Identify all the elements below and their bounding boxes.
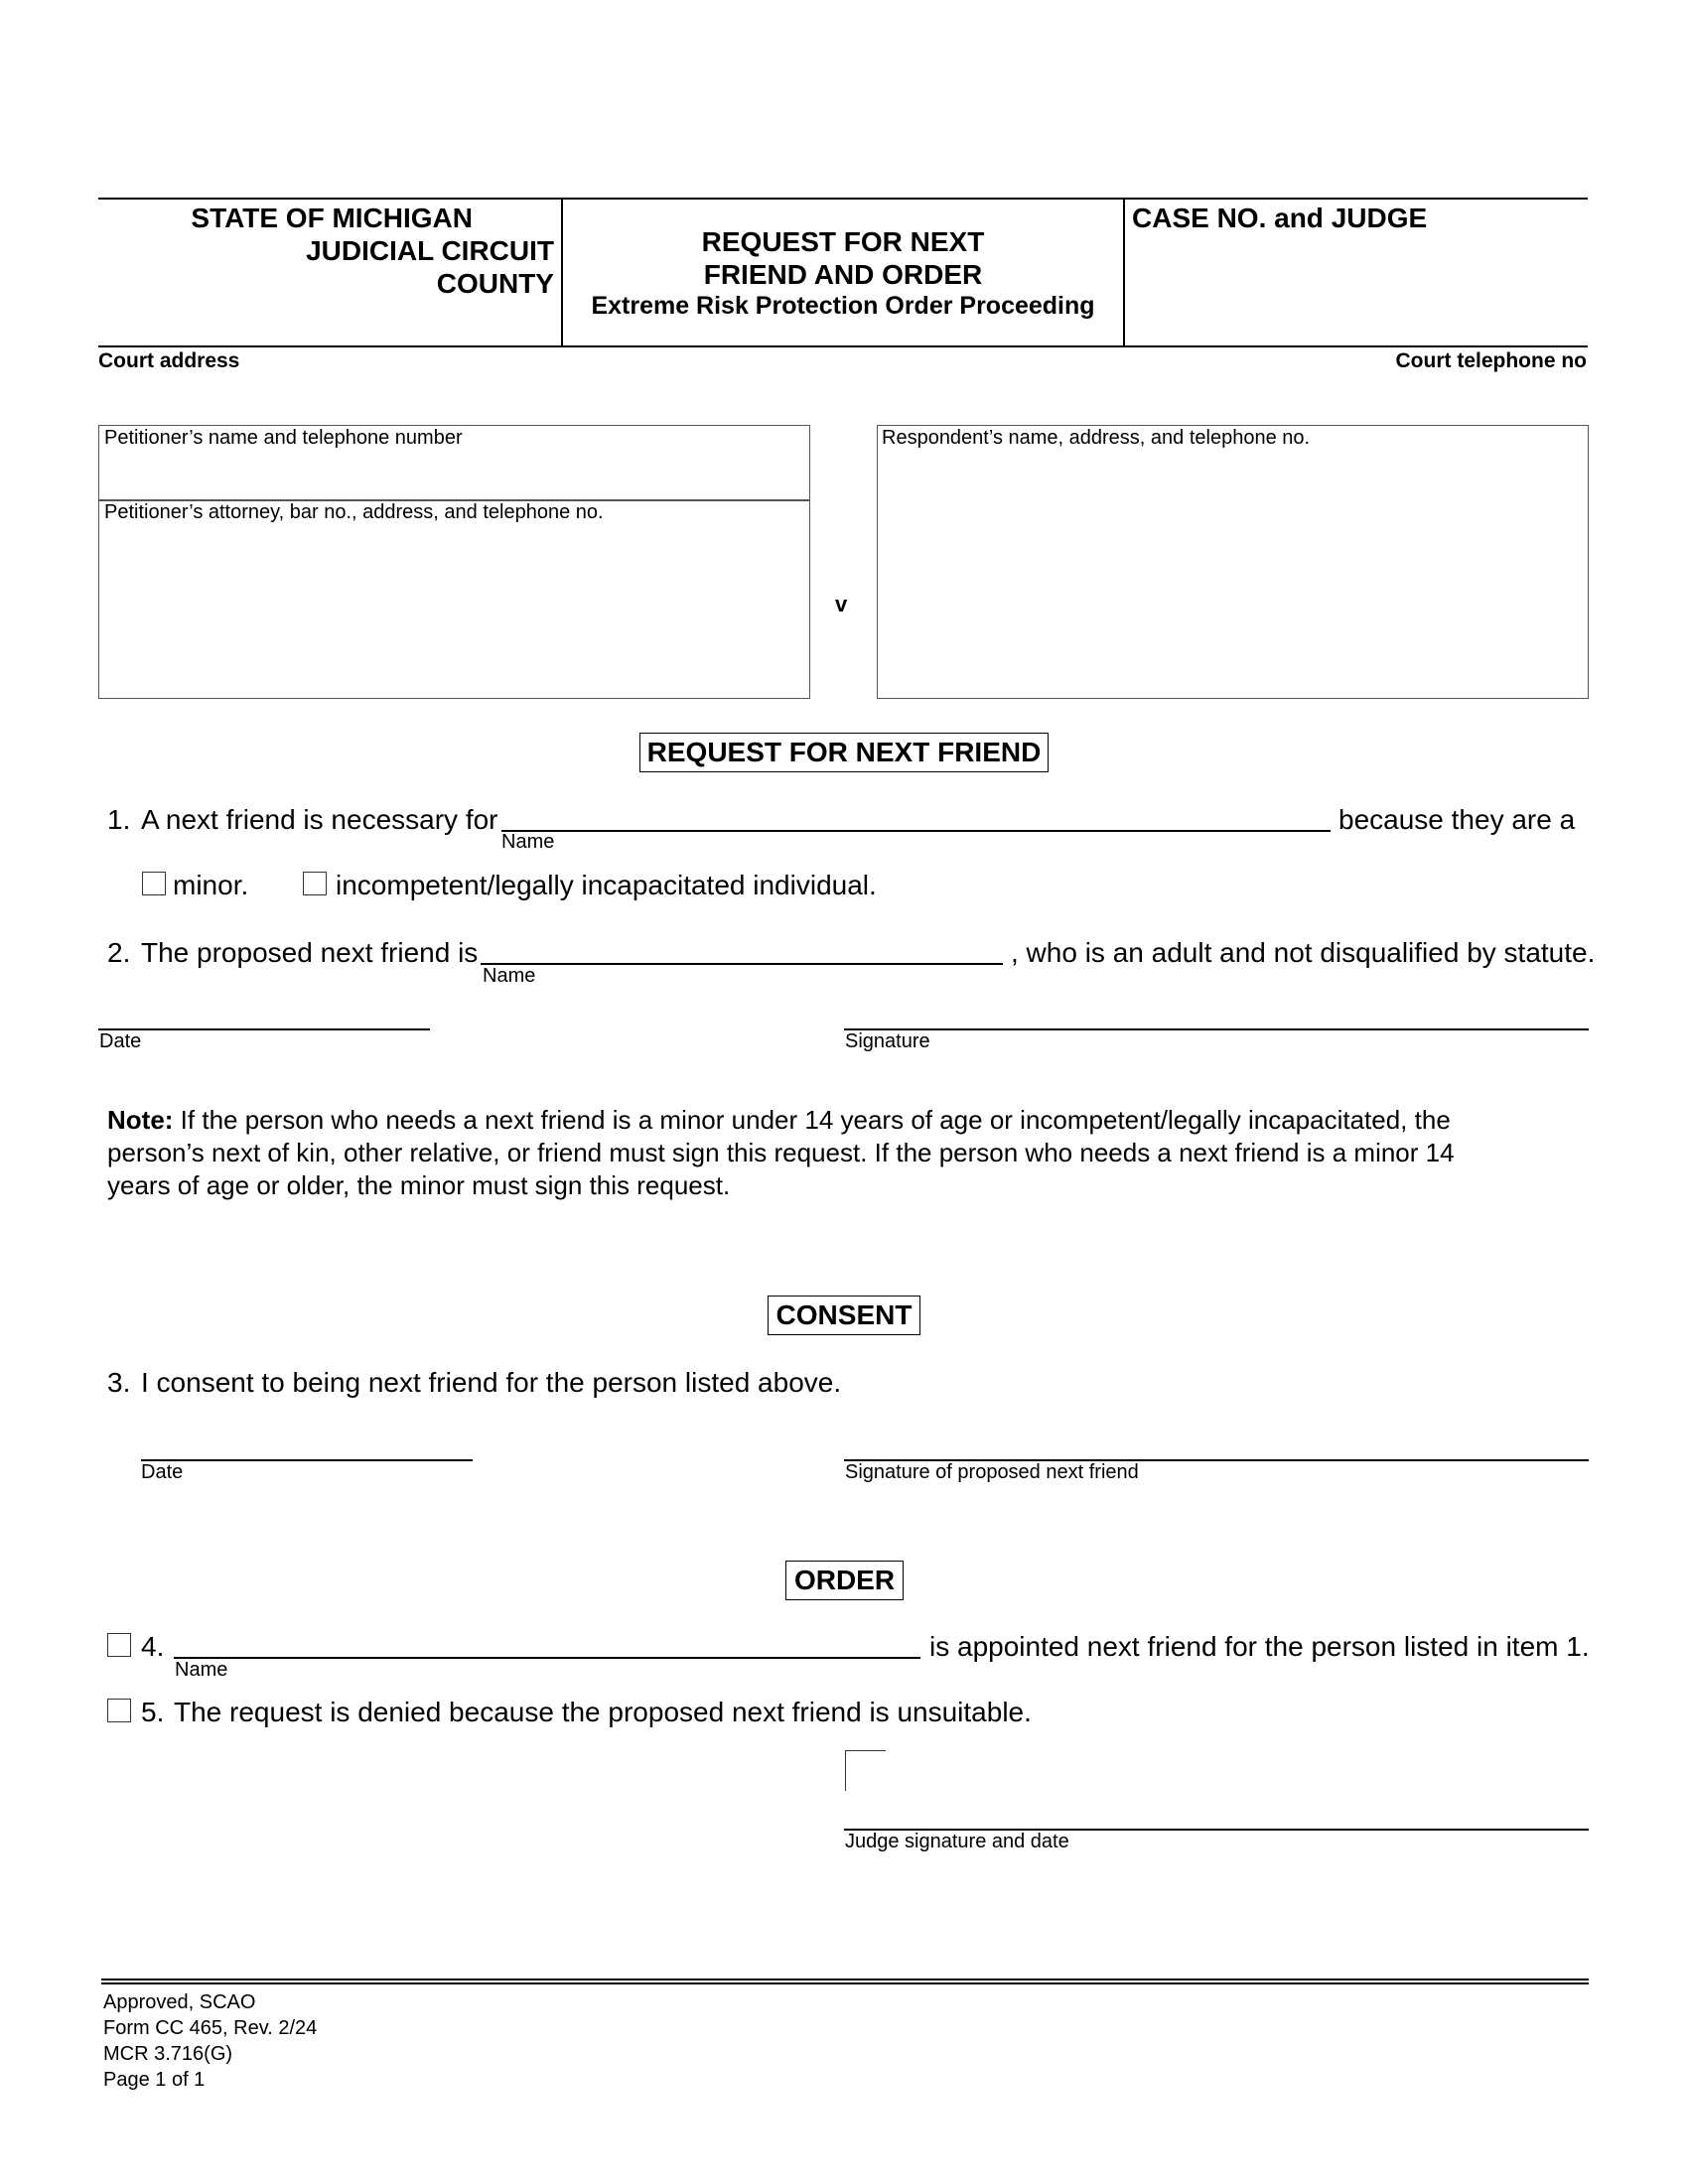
form-subtitle: Extreme Risk Protection Order Proceeding <box>591 292 1095 320</box>
court-address-label: Court address <box>98 349 240 372</box>
item2-name-caption: Name <box>483 965 536 987</box>
item2-suffix: , who is an adult and not disqualified by statute. <box>1011 937 1596 968</box>
footer-rule-top <box>101 1979 1589 1980</box>
case-no-judge-label: CASE NO. and JUDGE <box>1132 203 1428 233</box>
judicial-circuit-label: JUDICIAL CIRCUIT <box>306 235 554 266</box>
order-section-title: ORDER <box>785 1561 904 1600</box>
incompetent-checkbox[interactable] <box>303 872 327 895</box>
item5-number: 5. <box>141 1697 165 1727</box>
petitioner-name-field[interactable] <box>101 452 806 497</box>
note-line1: If the person who needs a next friend is a minor under 14 years of age or incompetent/legally incapacitated, the <box>180 1105 1451 1135</box>
item2-name-line[interactable] <box>481 963 1003 965</box>
item1-name-caption: Name <box>501 831 555 853</box>
item2-number: 2. <box>107 937 131 968</box>
footer-form-number: Form CC 465, Rev. 2/24 <box>103 2017 318 2039</box>
item1-number: 1. <box>107 804 131 835</box>
minor-option-label: minor. <box>173 870 249 900</box>
item3-text: I consent to being next friend for the person listed above. <box>141 1367 842 1398</box>
request-date-label: Date <box>99 1030 142 1052</box>
consent-signature-label: Signature of proposed next friend <box>845 1461 1139 1483</box>
request-section-title: REQUEST FOR NEXT FRIEND <box>639 733 1049 772</box>
note-paragraph <box>107 1104 1577 1202</box>
court-telephone-label: Court telephone no <box>1395 349 1587 372</box>
item1-name-line[interactable] <box>501 830 1331 832</box>
item1-text: A next friend is necessary for <box>141 804 498 835</box>
item2-text: The proposed next friend is <box>141 937 479 968</box>
note-line2: person’s next of kin, other relative, or friend must sign this request. If the person who needs a next friend is a minor 14 <box>107 1138 1455 1167</box>
note-line3: years of age or older, the minor must sign this request. <box>107 1170 731 1200</box>
item3-number: 3. <box>107 1367 131 1398</box>
respondent-field[interactable] <box>880 452 1585 695</box>
respondent-label: Respondent’s name, address, and telephone no. <box>882 427 1311 449</box>
request-date-line[interactable] <box>98 1028 430 1030</box>
item5-text: The request is denied because the proposed next friend is unsuitable. <box>174 1697 1032 1727</box>
request-signature-label: Signature <box>845 1030 930 1052</box>
request-signature-line[interactable] <box>844 1028 1589 1030</box>
footer-approved: Approved, SCAO <box>103 1991 256 2013</box>
header-divider-right <box>1123 198 1125 346</box>
county-label: COUNTY <box>436 268 554 299</box>
form-title-line1: REQUEST FOR NEXT <box>701 226 985 257</box>
consent-date-label: Date <box>141 1461 184 1483</box>
item4-name-line[interactable] <box>174 1657 920 1659</box>
judge-seal-corner <box>845 1750 886 1791</box>
state-label: STATE OF MICHIGAN <box>191 203 473 233</box>
header-top-rule <box>98 198 1588 200</box>
footer-rule-citation: MCR 3.716(G) <box>103 2043 233 2065</box>
item4-number: 4. <box>141 1631 165 1662</box>
case-no-judge-field[interactable] <box>1127 238 1586 341</box>
item5-checkbox[interactable] <box>107 1699 131 1722</box>
versus-label: v <box>835 592 848 616</box>
form-title-line2: FRIEND AND ORDER <box>703 259 983 290</box>
footer-page-number: Page 1 of 1 <box>103 2069 206 2091</box>
petitioner-name-label: Petitioner’s name and telephone number <box>104 427 463 449</box>
note-label: Note: <box>107 1105 174 1135</box>
footer-block <box>103 1989 317 2093</box>
item4-checkbox[interactable] <box>107 1633 131 1657</box>
consent-date-line[interactable] <box>141 1459 473 1461</box>
judge-signature-label: Judge signature and date <box>845 1831 1069 1852</box>
item1-suffix: because they are a <box>1338 804 1576 835</box>
item4-name-caption: Name <box>175 1659 228 1681</box>
minor-checkbox[interactable] <box>142 872 166 895</box>
consent-section-title: CONSENT <box>768 1296 920 1335</box>
header-bottom-rule <box>98 345 1588 347</box>
petitioner-attorney-label: Petitioner’s attorney, bar no., address, and telephone no. <box>104 501 604 523</box>
incompetent-option-label: incompetent/legally incapacitated individual. <box>336 870 877 900</box>
footer-rule-bottom <box>101 1982 1589 1984</box>
petitioner-attorney-field[interactable] <box>101 526 806 695</box>
item4-suffix: is appointed next friend for the person listed in item 1. <box>929 1631 1590 1662</box>
